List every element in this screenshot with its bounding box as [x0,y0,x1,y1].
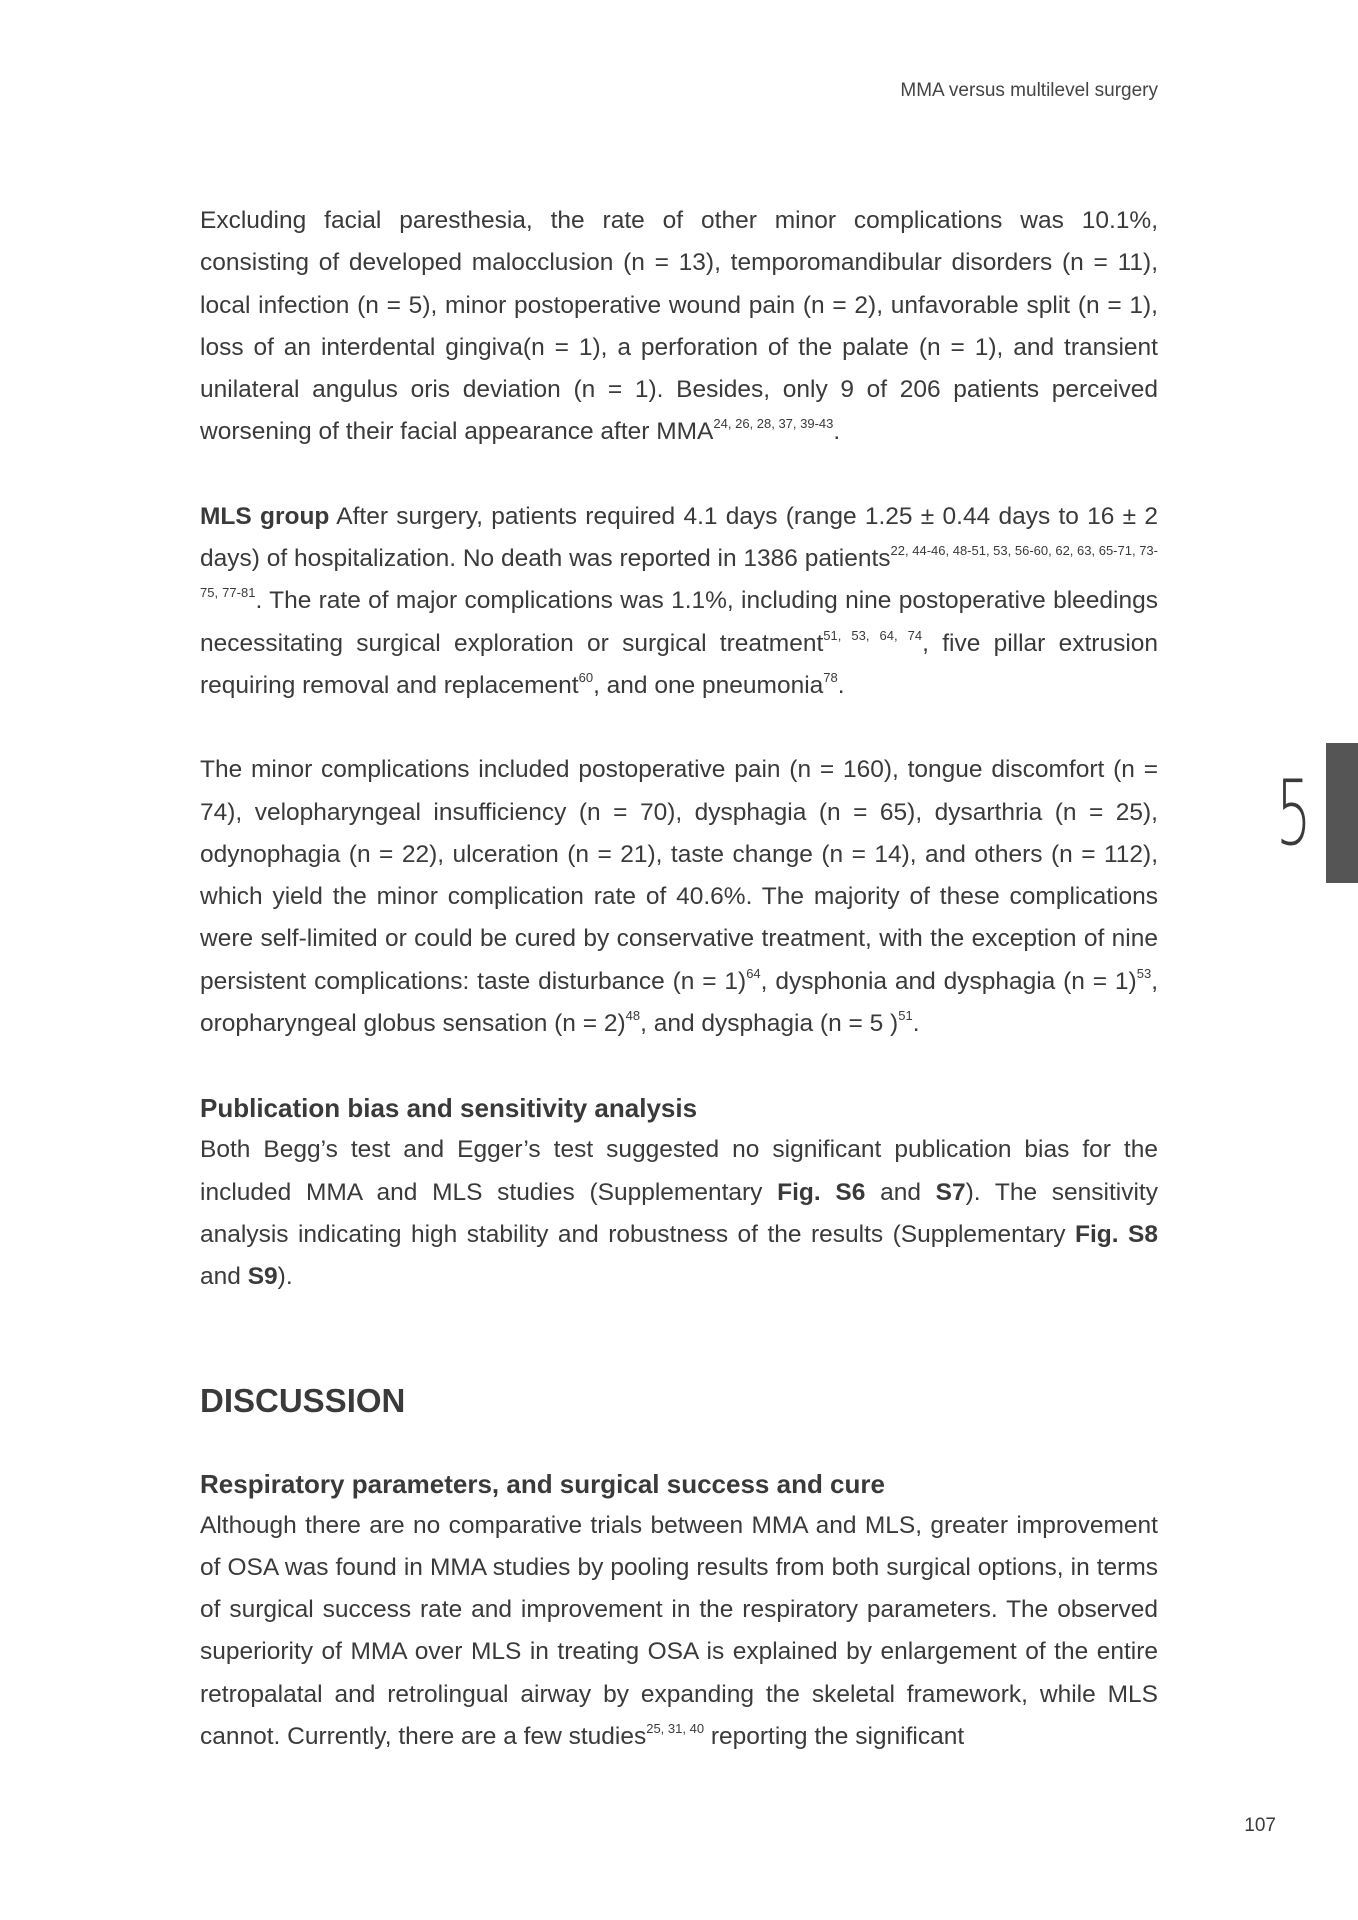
page-number: 107 [1244,1815,1276,1836]
paragraph-text: . [833,418,841,446]
paragraph-text: ). The sensitivity analysis indicating high stability and robustness of the results (Supplementary [200,1178,1158,1248]
paragraph-discussion [200,1505,1158,1759]
paragraph-text: , dysphonia and dysphagia (n = 1) [760,967,1137,995]
figure-reference: S9 [247,1263,278,1291]
citation: 51 [898,1007,913,1023]
paragraph-text: reporting the significant [704,1723,965,1751]
paragraph-text: . [837,671,845,699]
paragraph-text: Excluding facial paresthesia, the rate of other minor complications was 10.1%, consisting of developed malocclusion (n = 13), temporomandibular disorders (n = 11), local infection (n = 5), minor postoperative wound pain (n = 2), unfavorable split (n = 1), loss of an interdental gingiva(n = 1), a perforation of the palate (n = 1), and transient unilateral angulus oris deviation (n = 1). Besides, only 9 of 206 patients perceived worsening of their facial appearance after MMA [200,207,1158,446]
run-in-heading: MLS group [200,502,330,530]
citation: 60 [578,669,594,685]
citation: 22, 44-46, 48-51, 53, 56-60, 62, 63, 65-71, 73-75, 77-81 [200,542,1158,601]
paragraph-text: and [865,1178,936,1206]
citation: 25, 31, 40 [646,1720,705,1736]
citation: 53 [1136,965,1152,981]
figure-reference: Fig. S8 [1075,1220,1158,1248]
heading-publication-bias: Publication bias and sensitivity analysis [200,1093,698,1124]
paragraph-text: . The rate of major complications was 1.1%, including nine postoperative bleedings necessitating surgical exploration or surgical treatment [200,587,1158,657]
paragraph-text: , and one pneumonia [593,671,824,699]
page-content [200,200,1158,1758]
citation: 51, 53, 64, 74 [823,627,923,643]
paragraph-text: Although there are no comparative trials between MMA and MLS, greater improvement of OSA was found in MMA studies by pooling results from both surgical options, in terms of surgical success rate and improvement in the respiratory parameters. The observed superiority of MMA over MLS in treating OSA is explained by enlargement of the entire retropalatal and retrolingual airway by expanding the skeletal framework, while MLS cannot. Currently, there are a few studies [200,1511,1158,1751]
citation: 78 [823,669,838,685]
paragraph-minor-complications-mls [200,749,1158,1045]
heading-discussion: DISCUSSION [200,1381,406,1419]
paragraph-text: The minor complications included postoperative pain (n = 160), tongue discomfort (n = 74), velopharyngeal insufficiency (n = 70), dysphagia (n = 65), dysarthria (n = 25), odynophagia (n = 22), ulceration (n = 21), taste change (n = 14), and others (n = 112), which yield the minor complication rate of 40.6%. The majority of these complications were self-limited or could be cured by conservative treatment, with the exception of nine persistent complications: taste disturbance (n = 1) [200,756,1158,995]
citation: 24, 26, 28, 37, 39-43 [713,416,834,432]
figure-reference: Fig. S6 [777,1178,866,1206]
paragraph-text: . [912,1010,920,1038]
paragraph-mls-group [200,496,1158,707]
paragraph-publication-bias [200,1129,1158,1298]
paragraph-text: , and dysphagia (n = 5 ) [640,1010,899,1038]
paragraph-text: Both Begg’s test and Egger’s test suggested no significant publication bias for the included MMA and MLS studies (Supplementary [200,1136,1158,1206]
paragraph-text: and [200,1263,248,1291]
running-header: MMA versus multilevel surgery [900,80,1158,101]
paragraph-text: , five pillar extrusion requiring removal and replacement [200,629,1159,699]
heading-respiratory-parameters: Respiratory parameters, and surgical success and cure [200,1468,885,1499]
citation: 64 [746,965,761,981]
paragraph-minor-complications-mma [200,200,1158,454]
figure-reference: S7 [935,1178,966,1206]
paragraph-text: After surgery, patients required 4.1 days (range 1.25 ± 0.44 days to 16 ± 2 days) of hospitalization. No death was reported in 1386 patients [200,502,1158,573]
paragraph-text: , oropharyngeal globus sensation (n = 2) [200,967,1159,1038]
chapter-tab [1326,743,1358,883]
paragraph-text: ). [277,1263,293,1291]
citation: 48 [625,1007,641,1023]
chapter-number: 5 [1276,761,1312,866]
